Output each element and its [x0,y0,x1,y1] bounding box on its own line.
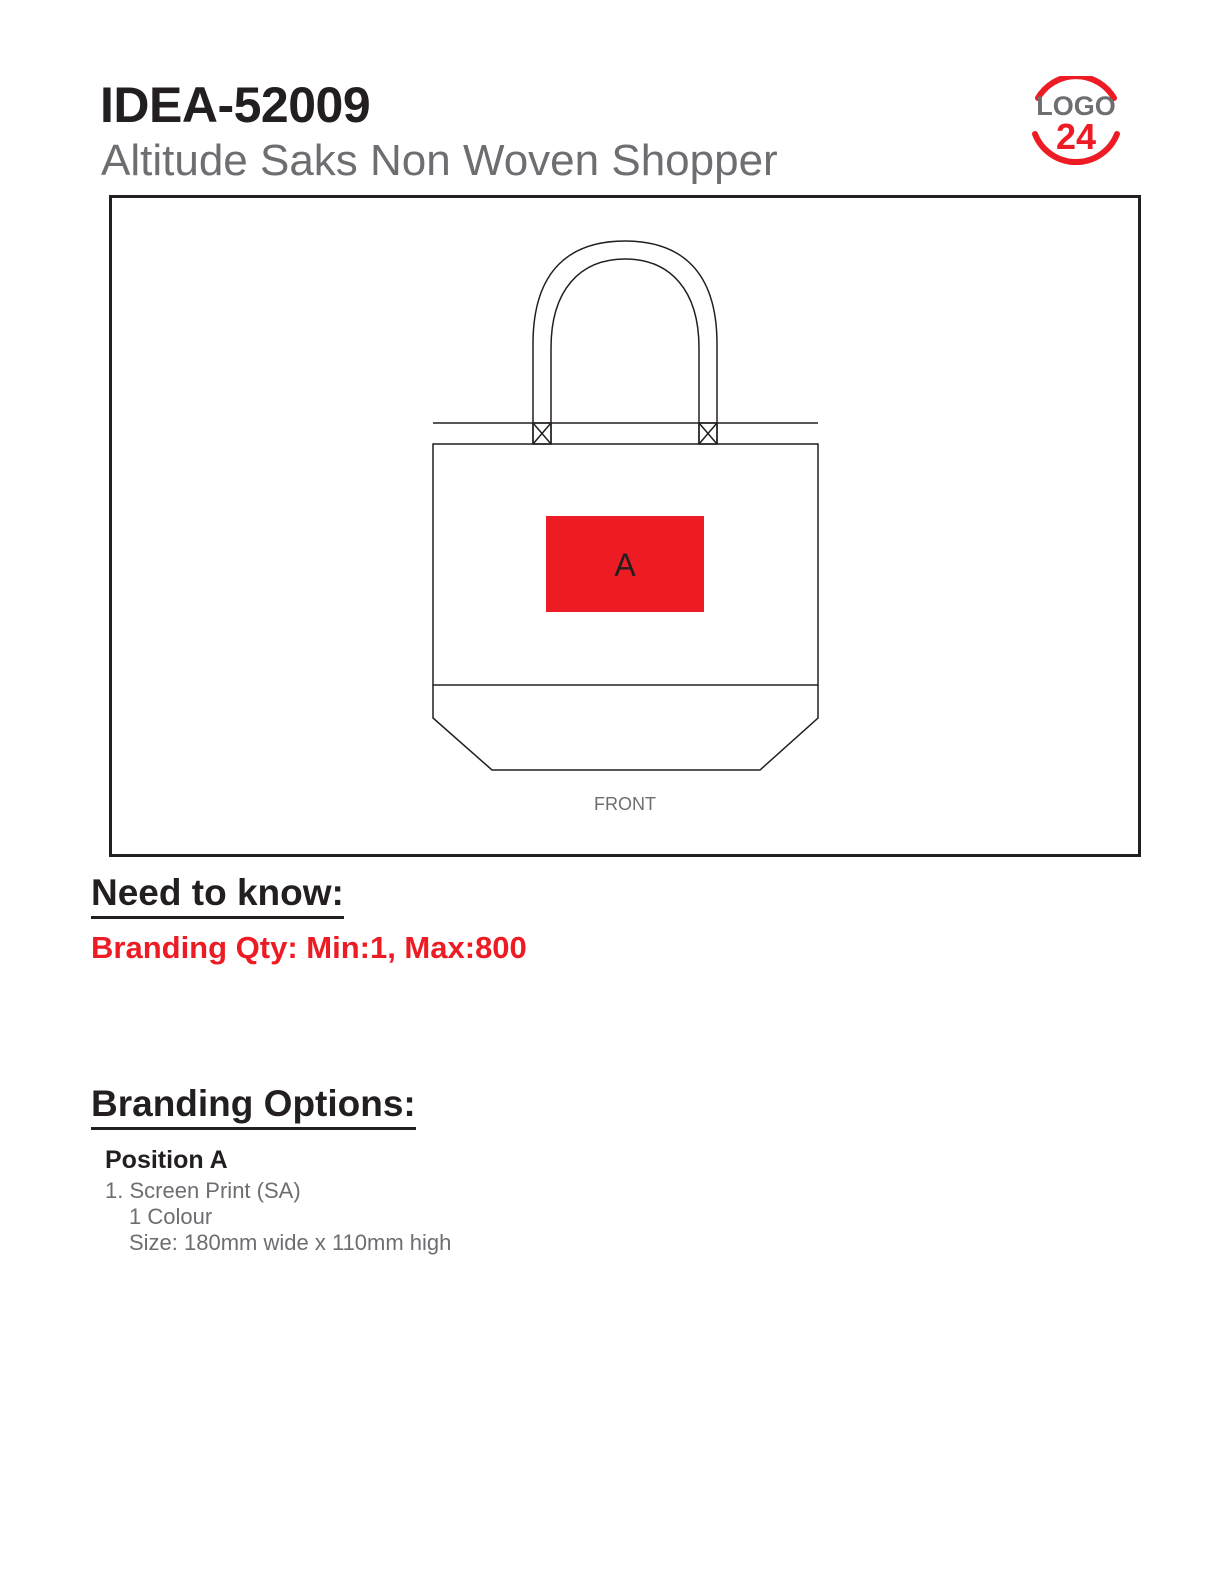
print-area-label: A [614,547,636,583]
logo24-mark [1026,76,1126,172]
branding-options-heading: Branding Options: [91,1083,416,1130]
tote-bag-drawing [112,198,1138,854]
product-code: IDEA-52009 [100,77,371,133]
svg-text:LOGO: LOGO [1036,91,1116,121]
method-name: Screen Print (SA) [129,1178,301,1203]
branding-qty: Branding Qty: Min:1, Max:800 [91,930,527,965]
branding-method-list [105,1178,451,1256]
logo24-logo [1026,76,1126,172]
method-size: Size: 180mm wide x 110mm high [129,1230,452,1255]
product-name: Altitude Saks Non Woven Shopper [101,136,778,185]
position-title: Position A [105,1146,228,1174]
view-label: FRONT [594,794,656,814]
product-drawing-frame [109,195,1141,857]
need-to-know-heading: Need to know: [91,872,344,919]
method-number: 1. [105,1178,124,1203]
branding-method-item [105,1178,451,1204]
svg-text:24: 24 [1055,116,1097,157]
method-colours: 1 Colour [129,1204,213,1229]
